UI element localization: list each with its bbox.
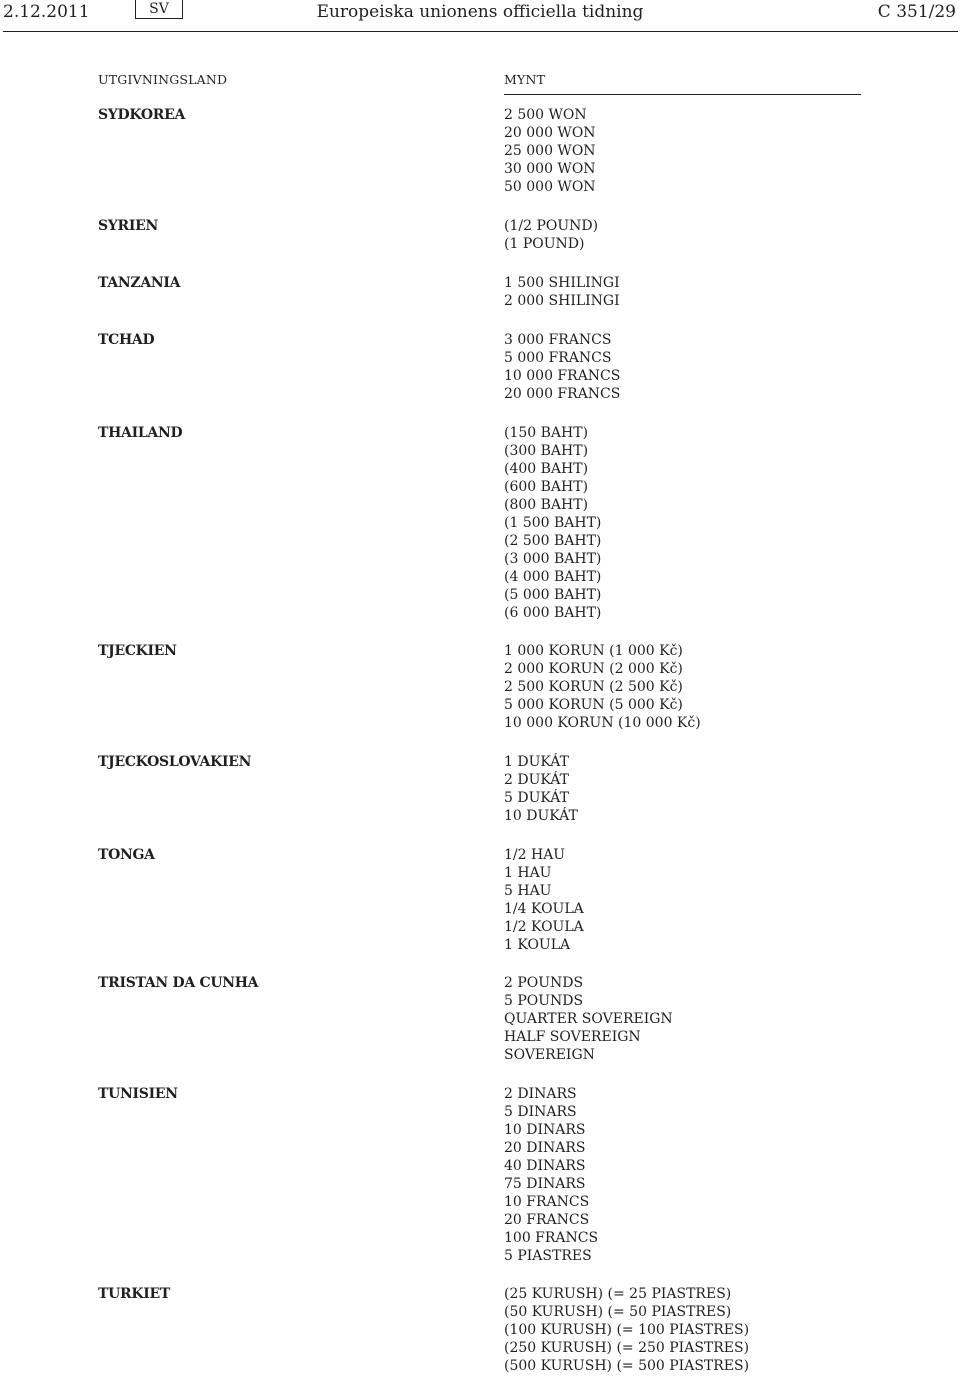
coin-item: 2 POUNDS [504, 975, 584, 991]
coin-item: 10 DUKÁT [504, 808, 578, 824]
coin-item: 1/4 KOULA [504, 901, 584, 917]
coin-item: 1 500 SHILINGI [504, 275, 620, 291]
coin-item: 2 DINARS [504, 1086, 577, 1102]
country-name: SYDKOREA [98, 107, 186, 123]
coin-item: (100 KURUSH) (= 100 PIASTRES) [504, 1322, 750, 1338]
column-heading-country: UTGIVNINGSLAND [98, 72, 228, 87]
coin-item: 25 000 WON [504, 143, 596, 159]
coin-item: (250 KURUSH) (= 250 PIASTRES) [504, 1340, 750, 1356]
coin-item: (5 000 BAHT) [504, 587, 602, 603]
country-name: TONGA [98, 847, 155, 863]
coin-item: 1/2 HAU [504, 847, 566, 863]
coin-list [504, 274, 620, 310]
page-header [0, 0, 960, 34]
coin-item: 1 KOULA [504, 937, 571, 953]
coin-item: 40 DINARS [504, 1158, 586, 1174]
coin-item: 20 000 FRANCS [504, 386, 621, 402]
coin-item: 20 DINARS [504, 1140, 586, 1156]
coin-item: (400 BAHT) [504, 461, 589, 477]
coin-list [504, 846, 584, 954]
coin-item: (6 000 BAHT) [504, 605, 602, 621]
coin-item: 100 FRANCS [504, 1230, 599, 1246]
country-name: TCHAD [98, 332, 155, 348]
country-name: TRISTAN DA CUNHA [98, 975, 259, 991]
coin-list [504, 642, 701, 732]
coin-item: (1/2 POUND) [504, 218, 599, 234]
coin-item: 1 HAU [504, 865, 552, 881]
coin-item: 2 000 KORUN (2 000 Kč) [504, 661, 683, 677]
column-heading-rule [504, 94, 861, 95]
coin-item: (150 BAHT) [504, 425, 589, 441]
coin-item: 5 HAU [504, 883, 552, 899]
coin-item: 10 000 KORUN (10 000 Kč) [504, 715, 701, 731]
column-heading-coin: MYNT [504, 72, 546, 87]
coin-list [504, 974, 673, 1064]
country-name: TJECKOSLOVAKIEN [98, 754, 252, 770]
country-name: TANZANIA [98, 275, 181, 291]
country-name: TUNISIEN [98, 1086, 178, 1102]
coin-item: (1 500 BAHT) [504, 515, 602, 531]
coin-item: (600 BAHT) [504, 479, 589, 495]
coin-list [504, 331, 620, 403]
country-name: TJECKIEN [98, 643, 177, 659]
coin-item: HALF SOVEREIGN [504, 1029, 641, 1045]
coin-list [504, 217, 598, 253]
coin-item: 10 FRANCS [504, 1194, 590, 1210]
coin-item: 2 500 WON [504, 107, 587, 123]
coin-list [504, 1085, 598, 1265]
coin-item: 2 000 SHILINGI [504, 293, 620, 309]
coin-item: (50 KURUSH) (= 50 PIASTRES) [504, 1304, 732, 1320]
coin-item: (25 KURUSH) (= 25 PIASTRES) [504, 1286, 732, 1302]
country-name: SYRIEN [98, 218, 158, 234]
publication-date: 2.12.2011 [3, 2, 90, 22]
coin-item: (500 KURUSH) (= 500 PIASTRES) [504, 1358, 750, 1374]
coin-item: 10 000 FRANCS [504, 368, 621, 384]
coin-item: 20 FRANCS [504, 1212, 590, 1228]
coin-item: 50 000 WON [504, 179, 596, 195]
coin-item: 20 000 WON [504, 125, 596, 141]
coin-item: 75 DINARS [504, 1176, 586, 1192]
coin-item: (800 BAHT) [504, 497, 589, 513]
coin-item: 5 DUKÁT [504, 790, 569, 806]
header-rule [3, 31, 958, 32]
coin-item: 1/2 KOULA [504, 919, 584, 935]
coin-item: 5 DINARS [504, 1104, 577, 1120]
coin-item: 10 DINARS [504, 1122, 586, 1138]
coin-list [504, 1285, 749, 1375]
coin-item: 5 PIASTRES [504, 1248, 592, 1264]
coin-item: 5 POUNDS [504, 993, 584, 1009]
coin-list [504, 106, 596, 196]
coin-item: (1 POUND) [504, 236, 585, 252]
coin-item: QUARTER SOVEREIGN [504, 1011, 673, 1027]
coin-item: 1 000 KORUN (1 000 Kč) [504, 643, 683, 659]
coin-item: SOVEREIGN [504, 1047, 595, 1063]
coin-item: 5 000 FRANCS [504, 350, 612, 366]
country-name: THAILAND [98, 425, 183, 441]
coin-item: 1 DUKÁT [504, 754, 569, 770]
language-code-box: SV [135, 0, 183, 19]
coin-item: 3 000 FRANCS [504, 332, 612, 348]
page-reference: C 351/29 [877, 2, 956, 22]
journal-title: Europeiska unionens officiella tidning [316, 2, 644, 22]
coin-item: 2 500 KORUN (2 500 Kč) [504, 679, 683, 695]
coin-item: 2 DUKÁT [504, 772, 569, 788]
coin-list [504, 424, 601, 622]
coin-item: (2 500 BAHT) [504, 533, 602, 549]
coin-item: (300 BAHT) [504, 443, 589, 459]
coin-item: (3 000 BAHT) [504, 551, 602, 567]
coin-item: (4 000 BAHT) [504, 569, 602, 585]
country-name: TURKIET [98, 1286, 170, 1302]
coin-list [504, 753, 578, 825]
coin-item: 30 000 WON [504, 161, 596, 177]
coin-item: 5 000 KORUN (5 000 Kč) [504, 697, 683, 713]
